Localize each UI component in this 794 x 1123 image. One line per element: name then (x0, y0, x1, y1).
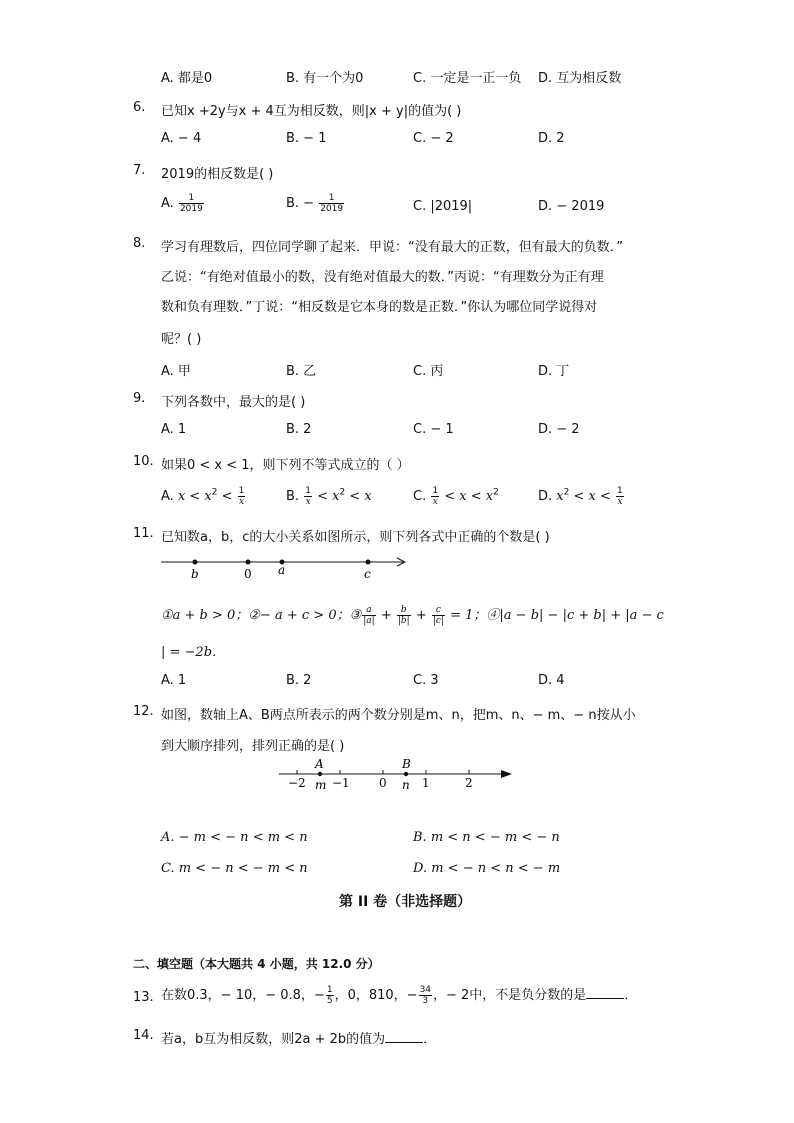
q14-end: ． (423, 1032, 437, 1047)
q10-a-expr: x < x (177, 489, 212, 504)
q10-option-d (538, 486, 625, 507)
frac-num: 1 (179, 193, 204, 204)
frac-den: |a| (363, 616, 375, 626)
q7-stem: 2019的相反数是( ) (161, 167, 274, 182)
q11-frac-a (362, 605, 375, 626)
q9-option-c: C. − 1 (413, 422, 454, 437)
q10-d-expr: x (556, 489, 564, 504)
q11-frac-c (432, 605, 445, 626)
q7-option-a-fraction (179, 193, 204, 214)
q12-option-c: C. m < − n < − m < n (161, 861, 308, 876)
q13-frac1 (326, 985, 334, 1006)
label-n: n (402, 778, 410, 792)
q10-stem: 如果0 < x < 1，则下列不等式成立的（ ） (161, 458, 410, 473)
q13-pre: 在数0.3，− 10，− 0.8，− (161, 988, 325, 1003)
q8-line-1: 学习有理数后，四位同学聊了起来．甲说：“没有最大的正数，但有最大的负数．” (161, 240, 623, 255)
q11-expr-part2: ；④|a − b| − |c + b| + |a − c (473, 608, 664, 623)
q9-stem: 下列各数中，最大的是( ) (161, 395, 306, 410)
q10-option-a (161, 486, 246, 507)
frac-den: 3 (422, 996, 429, 1006)
q11-option-c: C. 3 (413, 673, 439, 688)
q7-option-d: D. − 2019 (538, 199, 605, 214)
label-zero: 0 (244, 567, 252, 581)
q10-b-frac (304, 486, 312, 507)
frac-den: x (239, 497, 245, 507)
q10-b-sup: 2 (339, 487, 346, 498)
q9-option-b: B. 2 (286, 422, 312, 437)
q7-option-b-fraction (319, 193, 344, 214)
q6-stem: 已知x +2y与x + 4互为相反数，则|x + y|的值为( ) (161, 104, 462, 119)
q8-option-c: C. 丙 (413, 364, 444, 379)
q7-option-a (161, 193, 205, 214)
q7-option-b-label: B. − (286, 196, 315, 211)
q10-c-expr: < x < x (440, 489, 494, 504)
frac-den: x (432, 497, 438, 507)
q13-mid2: ，− 2中，不是负分数的是 (433, 988, 587, 1003)
q13-frac2 (419, 985, 432, 1006)
frac-num: 1 (238, 486, 245, 496)
q6-option-a: A. − 4 (161, 131, 202, 146)
q8-option-b: B. 乙 (286, 364, 317, 379)
q6-number: 6. (133, 100, 146, 115)
frac-den: x (305, 497, 311, 507)
frac-den: 2019 (320, 204, 344, 214)
q5-option-b: B. 有一个为0 (286, 71, 364, 86)
q11-option-a: A. 1 (161, 673, 187, 688)
part2-title: 二、填空题（本大题共 4 小题，共 12.0 分） (133, 957, 380, 971)
q9-option-d: D. − 2 (538, 422, 580, 437)
q11-frac-b (397, 605, 411, 626)
q14-stem (161, 1028, 436, 1047)
tick-label-two: 2 (465, 776, 473, 790)
q10-a-frac (238, 486, 246, 507)
q11-expression-line-2: | = −2b． (161, 645, 226, 660)
q12-option-a: A. − m < − n < m < n (161, 830, 308, 845)
q9-number: 9. (133, 391, 146, 406)
frac-num: b (397, 605, 411, 616)
q11-number: 11. (133, 526, 154, 541)
point-A (318, 772, 322, 776)
label-c: c (364, 567, 371, 581)
q12-line-2: 到大顺序排列，排列正确的是( ) (161, 739, 345, 754)
q14-answer-blank[interactable] (385, 1030, 423, 1043)
tick-label-one: 1 (422, 776, 430, 790)
q11-option-b: B. 2 (286, 673, 312, 688)
q7-option-b (286, 193, 345, 214)
frac-num: 1 (326, 985, 333, 995)
q11-stem: 已知数a，b，c的大小关系如图所示，则下列各式中正确的个数是( ) (161, 530, 550, 545)
q11-expr-part1: ①a + b > 0；②− a + c > 0；③ (161, 608, 362, 623)
frac-num: 1 (432, 486, 439, 496)
q7-option-a-label: A. (161, 196, 174, 211)
q9-option-a: A. 1 (161, 422, 187, 437)
q10-option-a-label: A. (161, 489, 174, 504)
q8-option-d: D. 丁 (538, 364, 570, 379)
frac-num: c (432, 605, 445, 616)
q5-option-d: D. 互为相反数 (538, 71, 622, 86)
tick-label-neg2: −2 (288, 776, 306, 790)
q11-expression-line-1: ①a + b > 0；②− a + c > 0；③ $\frac{a}{|a|}$ + $\frac{b}{|b|}$ + $\frac{c}{|c|}$ = 1；④|a − b| − |c + b| + |a − c (161, 605, 664, 626)
frac-num: 1 (319, 193, 344, 204)
q6-option-c: C. − 2 (413, 131, 454, 146)
q12-number-line (275, 756, 520, 794)
frac-den: x (617, 497, 623, 507)
label-b: b (191, 567, 199, 581)
q10-b-expr: < x (312, 489, 340, 504)
tick-label-neg1: −1 (332, 776, 350, 790)
q14-number: 14. (133, 1028, 154, 1043)
frac-den: 5 (326, 996, 333, 1006)
q5-option-c: C. 一定是一正一负 (413, 71, 522, 86)
q10-option-c-label: C. (413, 489, 427, 504)
q5-option-a: A. 都是0 (161, 71, 213, 86)
q11-eq-one: = 1 (445, 608, 474, 623)
frac-den: 2019 (179, 204, 203, 214)
q10-option-b-label: B. (286, 489, 300, 504)
q13-stem (161, 984, 637, 1006)
point-B (404, 772, 408, 776)
frac-num: 34 (419, 985, 432, 995)
q7-number: 7. (133, 163, 146, 178)
q12-option-b: B. m < n < − m < − n (413, 830, 560, 845)
q8-line-2: 乙说：“有绝对值最小的数，没有绝对值最大的数．”丙说：“有理数分为正有理 (161, 270, 604, 285)
q10-b-expr2: < x (345, 489, 372, 504)
q8-line-3: 数和负有理数．”丁说：“相反数是它本身的数是正数．”你认为哪位同学说得对 (161, 300, 598, 315)
label-m: m (315, 778, 327, 792)
q10-number: 10. (133, 454, 154, 469)
q10-a-expr2: < (217, 489, 237, 504)
frac-num: 1 (617, 486, 623, 496)
point-c (366, 560, 371, 565)
q10-option-b (286, 486, 372, 507)
q8-line-4: 呢？( ) (161, 332, 202, 347)
q13-answer-blank[interactable] (586, 986, 624, 999)
point-b (193, 560, 198, 565)
q13-number: 13. (133, 990, 154, 1005)
label-a: a (278, 563, 286, 577)
point-zero (246, 560, 251, 565)
axis-arrow-icon (501, 770, 512, 778)
q11-number-line (155, 552, 415, 584)
q11-option-d: D. 4 (538, 673, 565, 688)
q6-option-b: B. − 1 (286, 131, 327, 146)
q10-d-frac (616, 486, 624, 507)
q14-text: 若a，b互为相反数，则2a + 2b的值为 (161, 1032, 386, 1047)
q10-option-d-label: D. (538, 489, 553, 504)
q6-option-d: D. 2 (538, 131, 565, 146)
q10-d-sup: 2 (563, 487, 570, 498)
q10-d-expr2: < x < (569, 489, 616, 504)
section-title: 第 II 卷（非选择题） (339, 894, 472, 910)
frac-num: a (362, 605, 375, 616)
q13-mid1: ，0，810，− (334, 988, 418, 1003)
q12-number: 12. (133, 704, 154, 719)
label-A: A (315, 757, 324, 771)
q8-option-a: A. 甲 (161, 364, 191, 379)
q10-c-frac (431, 486, 439, 507)
frac-den: |b| (397, 616, 410, 626)
q8-number: 8. (133, 236, 146, 251)
q10-a-sup: 2 (211, 487, 218, 498)
q12-line-1: 如图，数轴上A、B两点所表示的两个数分别是m、n，把m、n、− m、− n按从小 (161, 708, 636, 723)
q13-end: ． (624, 988, 638, 1003)
q12-option-d: D. m < − n < n < − m (413, 861, 561, 876)
tick-label-zero: 0 (379, 776, 387, 790)
q7-option-c: C. |2019| (413, 199, 473, 214)
label-B: B (402, 757, 411, 771)
q10-option-c (413, 486, 499, 507)
frac-den: |c| (432, 616, 444, 626)
q10-c-sup: 2 (493, 487, 499, 498)
frac-num: 1 (305, 486, 311, 496)
